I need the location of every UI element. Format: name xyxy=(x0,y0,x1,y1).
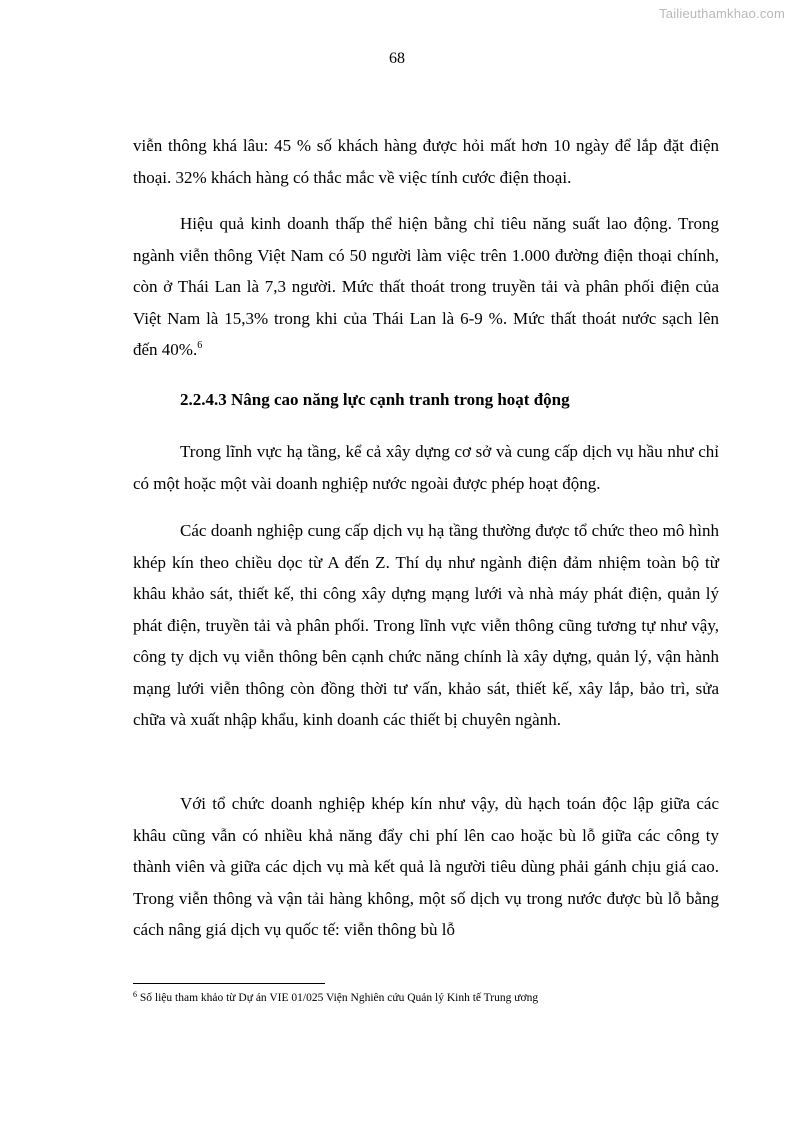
footnote-separator xyxy=(133,983,325,984)
paragraph-1: viễn thông khá lâu: 45 % số khách hàng được hỏi mất hơn 10 ngày để lắp đặt điện thoại. 32% khách hàng có thắc mắc về việc tính cước điện thoại. xyxy=(133,136,719,187)
page-number: 68 xyxy=(389,50,405,67)
paragraph-3: Trong lĩnh vực hạ tầng, kể cả xây dựng cơ sở và cung cấp dịch vụ hầu như chỉ có một hoặc một vài doanh nghiệp nước ngoài được phép hoạt động. xyxy=(133,442,719,493)
paragraph-2-text: Hiệu quả kinh doanh thấp thể hiện bằng chỉ tiêu năng suất lao động. Trong ngành viễn thông Việt Nam có 50 người làm việc trên 1.000 đường điện thoại chính, còn ở Thái Lan là 7,3 người. Mức thất thoát trong truyền tải và phân phối điện của Việt Nam là 15,3% trong khi của Thái Lan là 6-9 %. Mức thất thoát nước sạch lên đến 40%. xyxy=(133,214,719,359)
watermark: Tailieuthamkhao.com xyxy=(659,6,785,21)
paragraph-5: Với tổ chức doanh nghiệp khép kín như vậy, dù hạch toán độc lập giữa các khâu cũng vẫn có nhiều khả năng đẩy chi phí lên cao hoặc bù lỗ giữa các công ty thành viên và giữa các dịch vụ mà kết quả là người tiêu dùng phải gánh chịu giá cao. Trong viễn thông và vận tải hàng không, một số dịch vụ trong nước được bù lỗ bằng cách nâng giá dịch vụ quốc tế: viễn thông bù lỗ xyxy=(133,794,719,939)
paragraph-4: Các doanh nghiệp cung cấp dịch vụ hạ tầng thường được tổ chức theo mô hình khép kín theo chiều dọc từ A đến Z. Thí dụ như ngành điện đảm nhiệm toàn bộ từ khâu khảo sát, thiết kế, thi công xây dựng mạng lưới và nhà máy phát điện, quản lý phát điện, truyền tải và phân phối. Trong lĩnh vực viễn thông cũng tương tự như vậy, công ty dịch vụ viễn thông bên cạnh chức năng chính là xây dựng, quản lý, vận hành mạng lưới viễn thông còn đồng thời tư vấn, khảo sát, thiết kế, xây lắp, bảo trì, sửa chữa và xuất nhập khẩu, kinh doanh các thiết bị chuyên ngành. xyxy=(133,521,719,729)
footnote-text: Số liệu tham khảo từ Dự án VIE 01/025 Viện Nghiên cứu Quản lý Kinh tế Trung ương xyxy=(139,992,539,1004)
footnote xyxy=(133,992,538,1004)
footnote-number: 6 xyxy=(133,990,137,999)
footnote-reference[interactable]: 6 xyxy=(197,340,203,351)
paragraph-2 xyxy=(133,208,719,366)
section-heading: 2.2.4.3 Nâng cao năng lực cạnh tranh trong hoạt động xyxy=(180,390,570,409)
